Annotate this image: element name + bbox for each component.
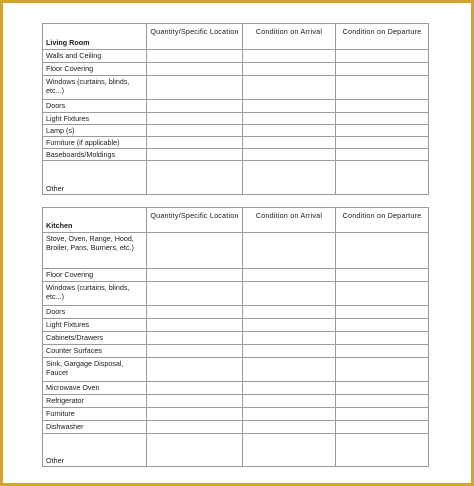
arrival-cell[interactable] (243, 137, 336, 149)
living-room-heading: Living Room (43, 24, 147, 50)
arrival-cell[interactable] (243, 149, 336, 161)
departure-cell[interactable] (336, 408, 429, 421)
quantity-cell[interactable] (147, 408, 243, 421)
quantity-cell[interactable] (147, 358, 243, 382)
row-label: Windows (curtains, blinds, etc...) (43, 76, 147, 100)
arrival-cell[interactable] (243, 306, 336, 319)
departure-cell[interactable] (336, 434, 429, 467)
quantity-cell[interactable] (147, 113, 243, 125)
departure-cell[interactable] (336, 50, 429, 63)
arrival-cell[interactable] (243, 395, 336, 408)
row-label: Furniture (if applicable) (43, 137, 147, 149)
quantity-location-header: Quantity/Specific Location (147, 208, 243, 233)
arrival-cell[interactable] (243, 282, 336, 306)
condition-departure-header: Condition on Departure (336, 24, 429, 50)
departure-cell[interactable] (336, 345, 429, 358)
row-label: Lamp (s) (43, 125, 147, 137)
quantity-cell[interactable] (147, 269, 243, 282)
departure-cell[interactable] (336, 382, 429, 395)
row-label: Furniture (43, 408, 147, 421)
kitchen-table (42, 207, 429, 467)
row-label: Sink, Gargage Disposal, Faucet (43, 358, 147, 382)
quantity-cell[interactable] (147, 421, 243, 434)
arrival-cell[interactable] (243, 76, 336, 100)
arrival-cell[interactable] (243, 269, 336, 282)
arrival-cell[interactable] (243, 434, 336, 467)
quantity-cell[interactable] (147, 319, 243, 332)
quantity-cell[interactable] (147, 332, 243, 345)
row-label: Doors (43, 100, 147, 113)
row-label: Walls and Ceiling (43, 50, 147, 63)
condition-arrival-header: Condition on Arrival (243, 24, 336, 50)
arrival-cell[interactable] (243, 233, 336, 269)
kitchen-heading: Kitchen (43, 208, 147, 233)
departure-cell[interactable] (336, 100, 429, 113)
row-label: Other (43, 161, 147, 195)
arrival-cell[interactable] (243, 382, 336, 395)
condition-departure-header: Condition on Departure (336, 208, 429, 233)
row-label: Other (43, 434, 147, 467)
row-label: Refrigerator (43, 395, 147, 408)
quantity-cell[interactable] (147, 149, 243, 161)
quantity-cell[interactable] (147, 76, 243, 100)
row-label: Baseboards/Moldings (43, 149, 147, 161)
arrival-cell[interactable] (243, 100, 336, 113)
row-label: Stove, Oven, Range, Hood, Broiler, Pans, Burners, etc.) (43, 233, 147, 269)
quantity-cell[interactable] (147, 63, 243, 76)
arrival-cell[interactable] (243, 50, 336, 63)
row-label: Light Fixtures (43, 319, 147, 332)
arrival-cell[interactable] (243, 408, 336, 421)
departure-cell[interactable] (336, 233, 429, 269)
arrival-cell[interactable] (243, 161, 336, 195)
departure-cell[interactable] (336, 395, 429, 408)
arrival-cell[interactable] (243, 113, 336, 125)
quantity-cell[interactable] (147, 50, 243, 63)
departure-cell[interactable] (336, 358, 429, 382)
quantity-cell[interactable] (147, 137, 243, 149)
arrival-cell[interactable] (243, 319, 336, 332)
quantity-cell[interactable] (147, 161, 243, 195)
row-label: Windows (curtains, blinds, etc...) (43, 282, 147, 306)
living-room-table (42, 23, 429, 195)
departure-cell[interactable] (336, 137, 429, 149)
departure-cell[interactable] (336, 149, 429, 161)
quantity-cell[interactable] (147, 345, 243, 358)
quantity-cell[interactable] (147, 233, 243, 269)
row-label: Counter Surfaces (43, 345, 147, 358)
departure-cell[interactable] (336, 76, 429, 100)
departure-cell[interactable] (336, 63, 429, 76)
arrival-cell[interactable] (243, 345, 336, 358)
row-label: Light Fixtures (43, 113, 147, 125)
condition-arrival-header: Condition on Arrival (243, 208, 336, 233)
departure-cell[interactable] (336, 332, 429, 345)
arrival-cell[interactable] (243, 332, 336, 345)
departure-cell[interactable] (336, 161, 429, 195)
arrival-cell[interactable] (243, 125, 336, 137)
quantity-location-header: Quantity/Specific Location (147, 24, 243, 50)
departure-cell[interactable] (336, 269, 429, 282)
row-label: Doors (43, 306, 147, 319)
quantity-cell[interactable] (147, 125, 243, 137)
departure-cell[interactable] (336, 421, 429, 434)
arrival-cell[interactable] (243, 358, 336, 382)
departure-cell[interactable] (336, 125, 429, 137)
departure-cell[interactable] (336, 306, 429, 319)
quantity-cell[interactable] (147, 100, 243, 113)
row-label: Floor Covering (43, 269, 147, 282)
quantity-cell[interactable] (147, 434, 243, 467)
arrival-cell[interactable] (243, 63, 336, 76)
departure-cell[interactable] (336, 282, 429, 306)
arrival-cell[interactable] (243, 421, 336, 434)
quantity-cell[interactable] (147, 395, 243, 408)
quantity-cell[interactable] (147, 382, 243, 395)
departure-cell[interactable] (336, 113, 429, 125)
row-label: Floor Covering (43, 63, 147, 76)
quantity-cell[interactable] (147, 306, 243, 319)
departure-cell[interactable] (336, 319, 429, 332)
quantity-cell[interactable] (147, 282, 243, 306)
row-label: Dishwasher (43, 421, 147, 434)
row-label: Microwave Oven (43, 382, 147, 395)
row-label: Cabinets/Drawers (43, 332, 147, 345)
